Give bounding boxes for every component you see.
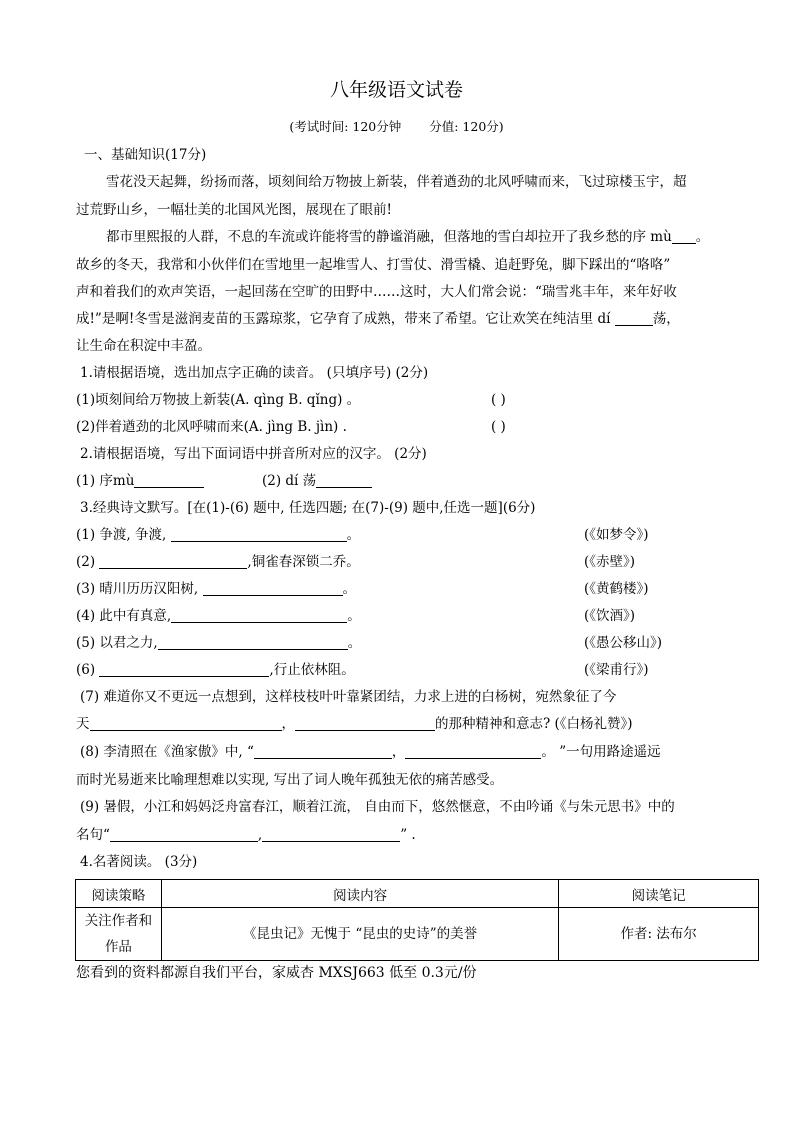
answer-blank[interactable] — [171, 527, 347, 542]
answer-blank[interactable] — [672, 229, 696, 244]
q3-prompt: 3.经典诗文默写。[在(1)-(6) 题中, 任选四题; 在(7)-(9) 题中,任选一题](6分) — [80, 500, 536, 516]
q3-item-9: (9) 暑假，小江和妈妈泛舟富春江，顺着江流， 自由而下，悠然惬意，不由吟诵《与朱元思书》中的 — [80, 799, 675, 815]
answer-blank[interactable] — [134, 473, 204, 488]
q1-answer-paren[interactable]: ( ) — [491, 392, 506, 408]
q3-item-8: (8) 李清照在《渔家傲》中, “ ， 。 ”一句用路途遥远 — [80, 744, 661, 760]
passage-line: 故乡的冬天，我常和小伙伴们在雪地里一起堆雪人、打雪仗、滑雪橇、追赶野兔，脚下踩出的“咯咯” — [76, 257, 671, 273]
answer-blank[interactable] — [99, 554, 247, 569]
footer-ad-text: 您看到的资料都源自我们平台，家威杏 MXSJ663 低至 0.3元/份 — [76, 965, 477, 981]
table-header-cell: 阅读内容 — [161, 880, 558, 908]
table-cell-strategy: 关注作者和 作品 — [76, 908, 162, 961]
q2-item: (2) dí 荡 — [262, 472, 372, 490]
answer-blank[interactable] — [90, 716, 282, 731]
poem-source: (《愚公移山》) — [584, 635, 663, 651]
q3-line: (1) 争渡, 争渡, 。 — [76, 527, 361, 543]
table-header-row — [76, 880, 759, 908]
table-row — [76, 908, 759, 961]
poem-source: (《饮酒》) — [584, 608, 636, 624]
answer-blank[interactable] — [158, 635, 348, 650]
q3-line: (5) 以君之力, 。 — [76, 635, 362, 651]
q2-item: (1) 序mù — [76, 472, 204, 490]
q2-prompt: 2.请根据语境，写出下面词语中拼音所对应的汉字。 (2分) — [80, 446, 427, 462]
q3-line: (6) ,行止依林阻。 — [76, 662, 355, 678]
q3-line: (4) 此中有真意, 。 — [76, 608, 361, 624]
passage-line: 雪花没天起舞，纷扬而落，顷刻间给万物披上新装，伴着遒劲的北风呼啸而来，飞过琼楼玉宇，超 — [106, 174, 687, 190]
q1-item: (1)顷刻间给万物披上新装(A. qìng B. qǐng) 。 — [76, 392, 361, 408]
exam-title: 八年级语文试卷 — [329, 79, 463, 101]
answer-blank[interactable] — [99, 662, 269, 677]
q3-line: (3) 晴川历历汉阳树, 。 — [76, 581, 357, 597]
table-cell-content: 《昆虫记》无愧于 “昆虫的史诗”的美誉 — [161, 908, 558, 961]
answer-blank[interactable] — [262, 827, 400, 842]
passage-line: 都市里熙报的人群，不息的车流或许能将雪的静谧消融，但落地的雪白却拉开了我乡愁的序 mù 。 — [106, 229, 710, 245]
passage-line: 声和着我们的欢声笑语，一起回荡在空旷的田野中……这时，大人们常会说：“瑞雪兆丰年，来年好收 — [76, 284, 677, 300]
exam-time: (考试时间: 120分钟 — [289, 119, 402, 134]
passage-line: 让生命在积淀中丰盈。 — [76, 338, 211, 354]
reading-notes-table — [75, 879, 759, 961]
answer-blank[interactable] — [254, 744, 392, 759]
q1-prompt: 1.请根据语境，选出加点字正确的读音。 (只填序号) (2分) — [80, 365, 429, 381]
table-header-cell: 阅读笔记 — [559, 880, 759, 908]
passage-line: 过荒野山乡，一幅壮美的北国风光图，展现在了眼前! — [76, 202, 392, 218]
table-header-cell: 阅读策略 — [76, 880, 162, 908]
poem-source: (《如梦令》) — [584, 527, 649, 543]
answer-blank[interactable] — [171, 608, 347, 623]
answer-blank[interactable] — [316, 473, 372, 488]
poem-source: (《梁甫行》) — [584, 662, 649, 678]
section-heading: 一、基础知识(17分) — [84, 147, 207, 163]
q3-line: (2) ,铜雀春深锁二乔。 — [76, 554, 360, 570]
answer-blank[interactable] — [615, 311, 653, 326]
q1-answer-paren[interactable]: ( ) — [491, 419, 506, 435]
poem-source: (《黄鹤楼》) — [584, 581, 649, 597]
q3-item-8-cont: 而时光易逝来比喻理想难以实现, 写出了词人晚年孤独无依的痛苦感受。 — [76, 772, 504, 788]
answer-blank[interactable] — [110, 827, 258, 842]
q3-item-7-cont: 天 ， 的那种精神和意志? (《白杨礼赞》) — [76, 716, 633, 732]
poem-source: (《赤壁》) — [584, 554, 636, 570]
q4-prompt: 4.名著阅读。 (3分) — [80, 854, 198, 870]
table-cell-note: 作者: 法布尔 — [559, 908, 759, 961]
passage-line: 成!”是啊!冬雪是滋润麦苗的玉露琼浆，它孕育了成熟，带来了希望。它让欢笑在纯洁里 dí 荡， — [76, 311, 680, 327]
q3-item-9-cont: 名句“ , ” . — [76, 827, 416, 843]
q1-item: (2)伴着遒劲的北风呼啸而来(A. jìng B. jìn) . — [76, 419, 347, 435]
answer-blank[interactable] — [203, 581, 343, 596]
exam-subtitle — [0, 119, 793, 135]
q3-item-7: (7) 难道你又不更远一点想到，这样枝枝叶叶靠紧团结，力求上进的白杨树，宛然象征了今 — [80, 689, 617, 705]
exam-score: 分值: 120分) — [429, 119, 504, 134]
answer-blank[interactable] — [405, 744, 541, 759]
answer-blank[interactable] — [295, 716, 435, 731]
